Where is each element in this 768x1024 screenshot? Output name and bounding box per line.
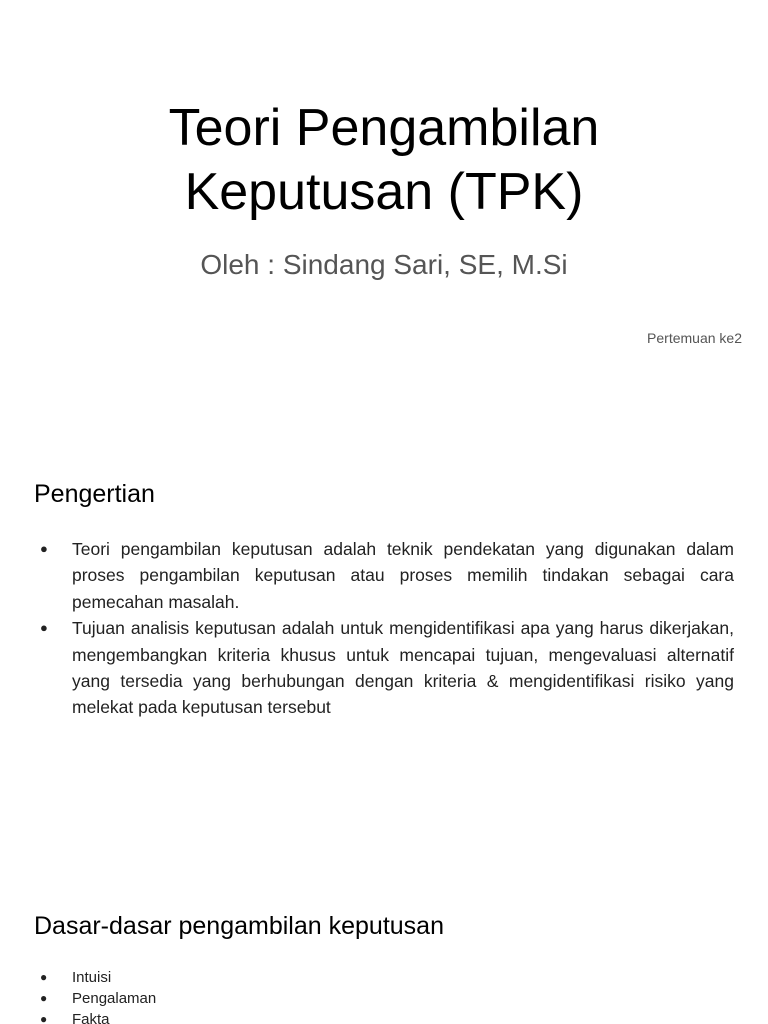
basis-heading: Dasar-dasar pengambilan keputusan (34, 912, 444, 940)
meeting-label: Pertemuan ke2 (647, 330, 742, 346)
list-item-text: Tujuan analisis keputusan adalah untuk mengidentifikasi apa yang harus dikerjakan, mengembangkan kriteria khusus untuk mencapai tujuan, mengevaluasi alternatif yang tersedia yang berhubungan dengan kriteria & mengidentifikasi risiko yang melekat pada keputusan tersebut (72, 618, 734, 718)
title-line-1: Teori Pengambilan (168, 99, 600, 157)
title-slide (0, 0, 768, 420)
title-line-2: Keputusan (TPK) (184, 163, 584, 221)
list-item-text: Fakta (72, 1011, 110, 1024)
list-item-text: Pengalaman (72, 990, 157, 1007)
definition-list (34, 536, 734, 721)
author-subtitle: Oleh : Sindang Sari, SE, M.Si (200, 249, 568, 280)
list-item (34, 536, 734, 615)
basis-list (34, 967, 156, 1024)
bullet-icon: ● (40, 1012, 48, 1024)
list-item-text: Intuisi (72, 969, 112, 986)
bullet-icon: ● (40, 991, 48, 1005)
bullet-icon: ● (40, 541, 48, 556)
list-item (34, 615, 734, 721)
list-item (34, 967, 156, 988)
presentation-title (0, 96, 768, 224)
list-item (34, 988, 156, 1009)
definition-heading: Pengertian (34, 480, 155, 508)
list-item-text: Teori pengambilan keputusan adalah teknik pendekatan yang digunakan dalam proses pengambilan keputusan atau proses memilih tindakan sebagai cara pemecahan masalah. (72, 539, 734, 612)
bullet-icon: ● (40, 970, 48, 984)
definition-slide (0, 420, 768, 860)
bullet-icon: ● (40, 620, 48, 636)
basis-slide (0, 860, 768, 1024)
list-item (34, 1009, 156, 1024)
